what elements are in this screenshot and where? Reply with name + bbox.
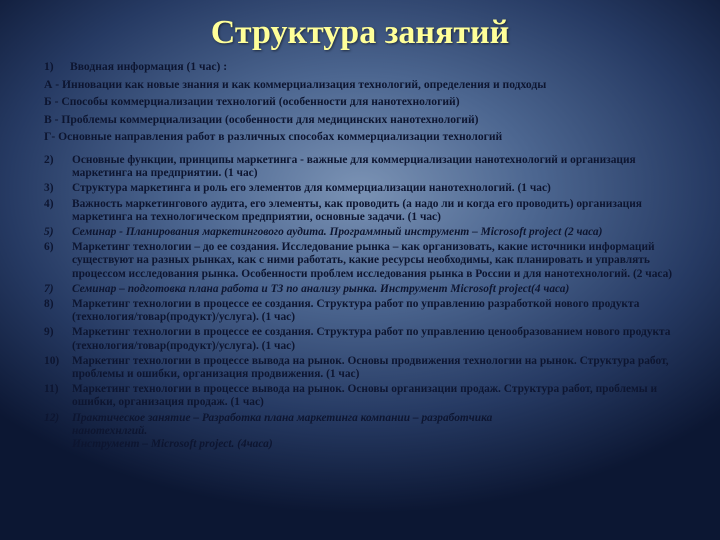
intro-line-b: Б - Способы коммерциализации технологий (особенности для нанотехнологий) (44, 95, 460, 108)
list-item-number: 7) (44, 282, 54, 295)
list-item-text: Маркетинг технологии в процессе вывода на рынок. Основы организации продаж. Структура работ, проблемы и ошибки, организация продаж. (1 час) (72, 383, 658, 409)
list-item-text: Семинар – подготовка плана работа и ТЗ по анализу рынка. Инструмент Microsoft project(4 часа) (72, 282, 570, 295)
topics-list (44, 154, 684, 453)
intro-heading (44, 58, 684, 76)
list-item-number: 8) (44, 298, 54, 311)
list-item-number: 3) (44, 182, 54, 195)
list-item (44, 182, 684, 195)
list-item-text-tool: Инструмент – Microsoft project. (4часа) (72, 438, 273, 451)
list-item-text: Практическое занятие – Разработка плана маркетинга компании – разработчика (72, 411, 493, 424)
list-item-text: Важность маркетингового аудита, его элементы, как проводить (а надо ли и когда его проводить) организация маркетинга на технологическом предприятии, основные задачи. (1 час) (72, 197, 642, 223)
list-item-text: Основные функции, принципы маркетинга - важные для коммерциализации нанотехнологий и организация маркетинга на предприятии. (1 час) (72, 154, 636, 180)
list-item-number: 5) (44, 226, 54, 239)
list-item-text: Маркетинг технологии в процессе ее создания. Структура работ по управлению ценообразованием нового продукта (технология/товар(продукт)/услуга). (1 час) (72, 326, 671, 352)
list-item (44, 298, 684, 324)
intro-line-a: А - Инновации как новые знания и как коммерциализация технологий, определения и подходы (44, 77, 547, 91)
list-item (44, 412, 684, 452)
list-item-number: 10) (44, 354, 60, 367)
list-item (44, 326, 684, 352)
list-item-text-cont: нанотехнлгий. (72, 424, 148, 437)
list-item-number: 6) (44, 241, 54, 254)
intro-heading-number: 1) (44, 60, 54, 73)
list-item (44, 241, 684, 281)
list-item-text: Семинар - Планирования маркетингового аудита. Программный инструмент – Microsoft project (2 часа) (72, 226, 603, 239)
list-item-number: 11) (44, 383, 59, 396)
intro-line-g: Г- Основные направления работ в различных способах коммерциализации технологий (44, 130, 503, 143)
intro-section (44, 58, 684, 146)
intro-line-v: В - Проблемы коммерциализации (особенности для медицинских нанотехнологий) (44, 112, 479, 126)
list-item (44, 154, 684, 180)
list-item (44, 226, 684, 239)
list-item-text: Маркетинг технологии в процессе ее создания. Структура работ по управлению разработкой нового продукта (технология/товар(продукт)/услуга). (1 час) (72, 298, 640, 324)
list-item-number: 2) (44, 154, 54, 166)
list-item-number: 4) (44, 197, 54, 210)
list-item (44, 198, 684, 224)
list-item (44, 283, 684, 296)
list-item (44, 355, 684, 381)
list-item-number: 12) (44, 411, 60, 424)
slide-title: Структура занятий (210, 14, 510, 51)
list-item (44, 383, 684, 409)
list-item-text: Структура маркетинга и роль его элементов для коммерциализации нанотехнологий. (1 час) (72, 182, 551, 195)
list-item-number: 9) (44, 326, 54, 339)
list-item-text: Маркетинг технологии в процессе вывода на рынок. Основы продвижения технологии на рынок. Структура работ, проблемы и ошибки, организация продвижения. (1 час) (72, 354, 669, 381)
intro-heading-text: Вводная информация (1 час) : (70, 60, 228, 73)
list-item-text: Маркетинг технологии – до ее создания. Исследование рынка – как организовать, какие источники информаций существуют на разных рынках, как с ними работать, какие ресурсы необходимы, как планировать и управлять процессом исследования рынка. Особенности проблем исследования рынка в России и для нанотехнологий. (2 часа) (72, 241, 673, 280)
